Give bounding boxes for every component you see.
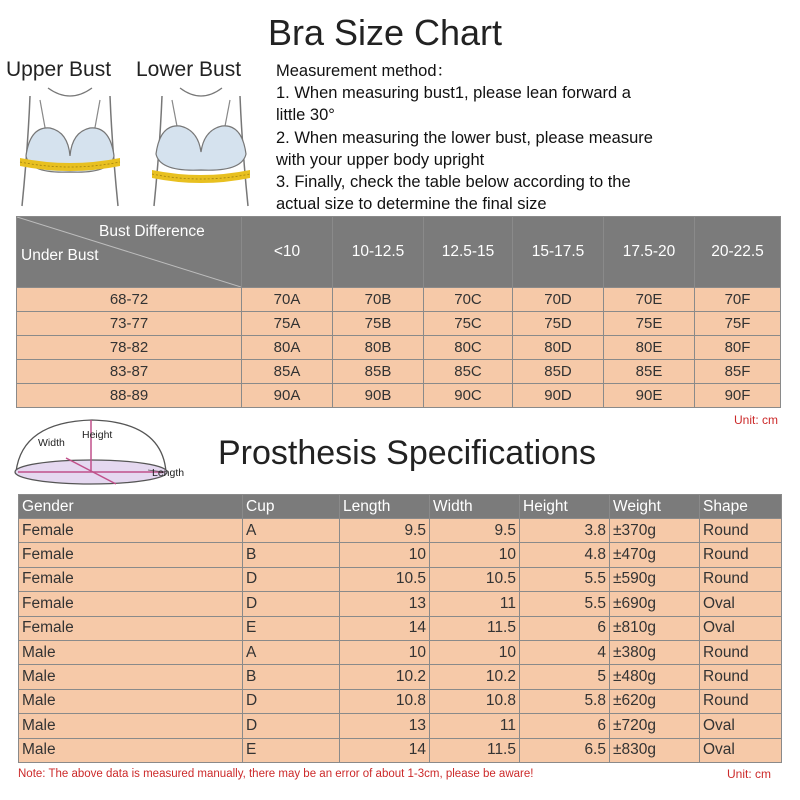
length-cell: 14: [340, 616, 430, 640]
table-row: [19, 567, 782, 591]
size-cell: 85B: [333, 360, 424, 384]
table-row: [17, 336, 781, 360]
table-row: [17, 384, 781, 408]
under-bust-label: Under Bust: [21, 247, 99, 264]
size-cell: 90B: [333, 384, 424, 408]
measurement-method: [276, 60, 776, 215]
shape-cell: Oval: [700, 616, 782, 640]
under-bust-cell: 68-72: [17, 288, 242, 312]
measurement-line: 1. When measuring bust1, please lean forward a: [276, 84, 631, 103]
measurement-note: Note: The above data is measured manually, there may be an error of about 1-3cm, please be aware!: [18, 768, 534, 780]
weight-cell: ±470g: [610, 543, 700, 567]
bra-table-unit: Unit: cm: [734, 413, 779, 427]
spec-column-header: Width: [430, 495, 520, 519]
shape-cell: Round: [700, 689, 782, 713]
height-cell: 5.5: [520, 567, 610, 591]
gender-cell: Male: [19, 738, 243, 762]
length-cell: 13: [340, 592, 430, 616]
gender-cell: Female: [19, 616, 243, 640]
cup-cell: E: [243, 738, 340, 762]
bra-column-header: <10: [242, 217, 333, 288]
length-cell: 10.5: [340, 567, 430, 591]
gender-cell: Female: [19, 519, 243, 543]
size-cell: 75E: [604, 312, 695, 336]
cup-cell: D: [243, 567, 340, 591]
width-cell: 10.8: [430, 689, 520, 713]
table-row: [19, 640, 782, 664]
spec-column-header: Gender: [19, 495, 243, 519]
measurement-line: 3. Finally, check the table below according to the: [276, 173, 631, 192]
under-bust-cell: 83-87: [17, 360, 242, 384]
bra-table-header: [17, 217, 781, 288]
size-cell: 85F: [695, 360, 781, 384]
size-cell: 80B: [333, 336, 424, 360]
spec-column-header: Cup: [243, 495, 340, 519]
measurement-heading: Measurement method：: [276, 62, 453, 80]
height-cell: 5.8: [520, 689, 610, 713]
width-cell: 9.5: [430, 519, 520, 543]
size-cell: 90D: [513, 384, 604, 408]
size-cell: 80F: [695, 336, 781, 360]
width-cell: 10.2: [430, 665, 520, 689]
shape-cell: Oval: [700, 592, 782, 616]
lower-bust-illustration: [146, 86, 256, 216]
width-cell: 10: [430, 640, 520, 664]
size-cell: 90E: [604, 384, 695, 408]
measurement-line: with your upper body upright: [276, 150, 485, 169]
size-cell: 75C: [424, 312, 513, 336]
gender-cell: Male: [19, 714, 243, 738]
shape-cell: Oval: [700, 738, 782, 762]
gender-cell: Female: [19, 567, 243, 591]
size-cell: 90F: [695, 384, 781, 408]
length-cell: 10: [340, 543, 430, 567]
size-cell: 85E: [604, 360, 695, 384]
height-cell: 3.8: [520, 519, 610, 543]
size-cell: 70C: [424, 288, 513, 312]
size-cell: 80E: [604, 336, 695, 360]
size-cell: 70F: [695, 288, 781, 312]
height-cell: 4.8: [520, 543, 610, 567]
length-cell: 14: [340, 738, 430, 762]
size-cell: 85C: [424, 360, 513, 384]
table-row: [17, 360, 781, 384]
shape-cell: Round: [700, 519, 782, 543]
table-row: [19, 543, 782, 567]
weight-cell: ±830g: [610, 738, 700, 762]
prosthesis-title: Prosthesis Specifications: [218, 434, 596, 472]
diagram-width-label: Width: [38, 437, 65, 449]
length-cell: 10.8: [340, 689, 430, 713]
prosthesis-table: [18, 494, 782, 763]
gender-cell: Female: [19, 543, 243, 567]
size-cell: 70D: [513, 288, 604, 312]
bra-column-header: 15-17.5: [513, 217, 604, 288]
spec-column-header: Length: [340, 495, 430, 519]
length-cell: 9.5: [340, 519, 430, 543]
size-cell: 70B: [333, 288, 424, 312]
measurement-line: 2. When measuring the lower bust, please measure: [276, 128, 653, 147]
weight-cell: ±380g: [610, 640, 700, 664]
size-cell: 90C: [424, 384, 513, 408]
bra-column-header: 20-22.5: [695, 217, 781, 288]
size-cell: 75F: [695, 312, 781, 336]
spec-column-header: Weight: [610, 495, 700, 519]
spec-column-header: Shape: [700, 495, 782, 519]
table-row: [19, 592, 782, 616]
gender-cell: Male: [19, 640, 243, 664]
upper-bust-illustration: [10, 86, 130, 216]
size-cell: 90A: [242, 384, 333, 408]
size-cell: 80D: [513, 336, 604, 360]
height-cell: 4: [520, 640, 610, 664]
cup-cell: D: [243, 714, 340, 738]
prosthesis-diagram: [12, 414, 212, 494]
shape-cell: Round: [700, 640, 782, 664]
under-bust-cell: 88-89: [17, 384, 242, 408]
cup-cell: B: [243, 665, 340, 689]
weight-cell: ±720g: [610, 714, 700, 738]
size-cell: 75A: [242, 312, 333, 336]
under-bust-cell: 73-77: [17, 312, 242, 336]
page-title: Bra Size Chart: [267, 12, 503, 53]
under-bust-cell: 78-82: [17, 336, 242, 360]
cup-cell: B: [243, 543, 340, 567]
diagram-length-label: Length: [152, 467, 185, 479]
height-cell: 5: [520, 665, 610, 689]
width-cell: 10.5: [430, 567, 520, 591]
shape-cell: Round: [700, 543, 782, 567]
bra-column-header: 10-12.5: [333, 217, 424, 288]
cup-cell: D: [243, 689, 340, 713]
size-cell: 70A: [242, 288, 333, 312]
cup-cell: A: [243, 640, 340, 664]
table-row: [19, 714, 782, 738]
prosthesis-table-unit: Unit: cm: [727, 767, 772, 781]
table-row: [19, 519, 782, 543]
table-row: [17, 312, 781, 336]
weight-cell: ±480g: [610, 665, 700, 689]
bra-column-header: 12.5-15: [424, 217, 513, 288]
shape-cell: Round: [700, 567, 782, 591]
length-cell: 10: [340, 640, 430, 664]
weight-cell: ±370g: [610, 519, 700, 543]
diagram-height-label: Height: [82, 429, 113, 441]
weight-cell: ±810g: [610, 616, 700, 640]
lower-bust-label: Lower Bust: [136, 58, 242, 81]
size-cell: 80C: [424, 336, 513, 360]
cup-cell: A: [243, 519, 340, 543]
table-row: [17, 288, 781, 312]
spec-column-header: Height: [520, 495, 610, 519]
weight-cell: ±690g: [610, 592, 700, 616]
weight-cell: ±620g: [610, 689, 700, 713]
size-cell: 75B: [333, 312, 424, 336]
weight-cell: ±590g: [610, 567, 700, 591]
shape-cell: Round: [700, 665, 782, 689]
width-cell: 11: [430, 714, 520, 738]
height-cell: 5.5: [520, 592, 610, 616]
length-cell: 13: [340, 714, 430, 738]
cup-cell: D: [243, 592, 340, 616]
gender-cell: Male: [19, 689, 243, 713]
size-cell: 80A: [242, 336, 333, 360]
height-cell: 6.5: [520, 738, 610, 762]
prosthesis-table-header: [19, 495, 782, 519]
length-cell: 10.2: [340, 665, 430, 689]
measurement-line: actual size to determine the final size: [276, 195, 547, 214]
width-cell: 11.5: [430, 616, 520, 640]
bra-table-corner: [17, 217, 242, 288]
table-row: [19, 616, 782, 640]
height-cell: 6: [520, 714, 610, 738]
upper-bust-label: Upper Bust: [6, 58, 112, 81]
gender-cell: Male: [19, 665, 243, 689]
table-row: [19, 665, 782, 689]
size-cell: 85A: [242, 360, 333, 384]
size-cell: 75D: [513, 312, 604, 336]
shape-cell: Oval: [700, 714, 782, 738]
size-cell: 85D: [513, 360, 604, 384]
width-cell: 10: [430, 543, 520, 567]
cup-cell: E: [243, 616, 340, 640]
bust-difference-label: Bust Difference: [99, 223, 205, 240]
width-cell: 11: [430, 592, 520, 616]
gender-cell: Female: [19, 592, 243, 616]
bra-size-table: [16, 216, 781, 408]
size-cell: 70E: [604, 288, 695, 312]
measurement-line: little 30°: [276, 106, 335, 125]
bra-column-header: 17.5-20: [604, 217, 695, 288]
table-row: [19, 689, 782, 713]
table-row: [19, 738, 782, 762]
height-cell: 6: [520, 616, 610, 640]
width-cell: 11.5: [430, 738, 520, 762]
